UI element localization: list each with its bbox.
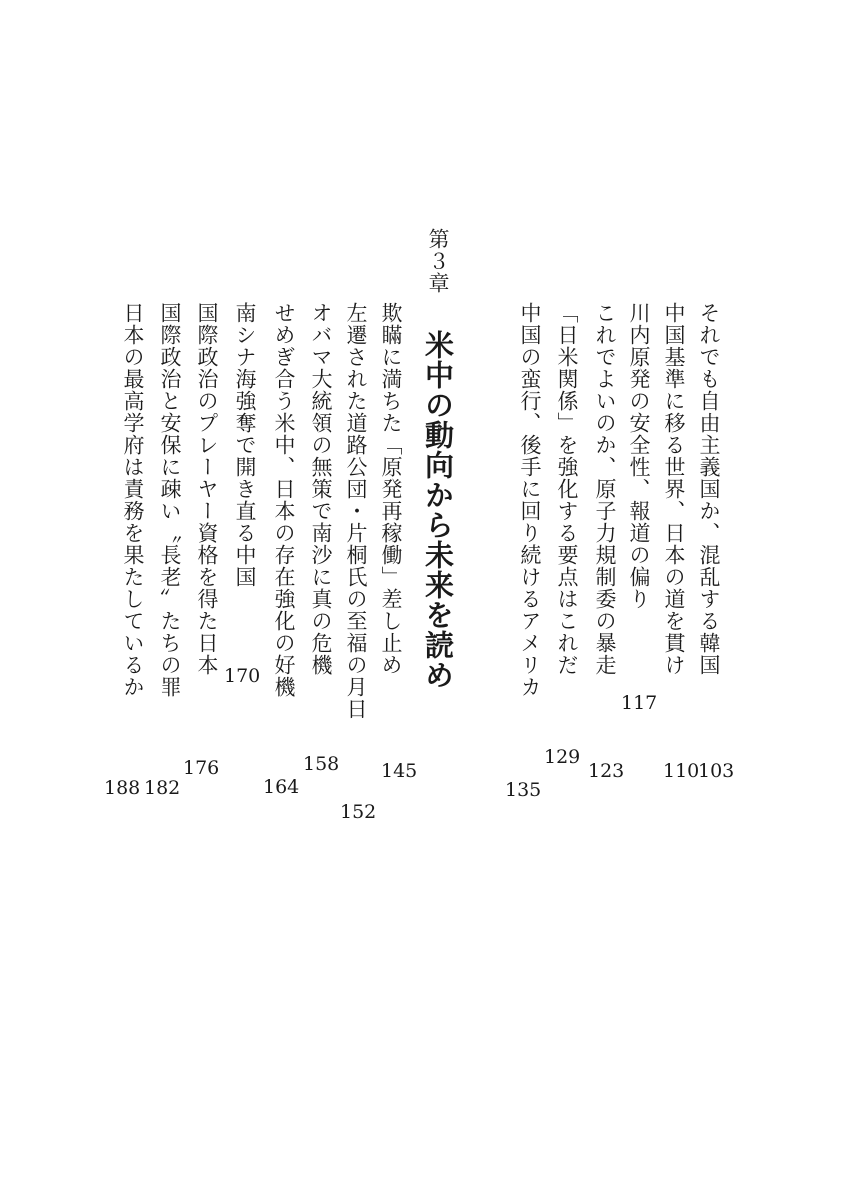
toc-page-number: 158 [303,753,340,775]
chapter-title: 米中の動向から未来を読め [421,330,455,690]
toc-entry-title: 中国の蛮行、後手に回り続けるアメリカ [518,302,542,698]
toc-page-number: 145 [381,760,418,782]
toc-entry-title: 中国基準に移る世界、日本の道を貫け [662,302,686,676]
toc-page-number: 103 [698,760,735,782]
toc-entry-title: これでよいのか、原子力規制委の暴走 [593,302,617,676]
toc-page-number: 176 [183,757,220,779]
toc-entry-title: 川内原発の安全性、報道の偏り [627,302,651,610]
toc-page-number: 129 [544,746,581,768]
toc-page-number: 123 [588,760,625,782]
toc-entry-title: 左遷された道路公団・片桐氏の至福の月日 [344,302,368,720]
toc-entry-title: 日本の最高学府は責務を果たしているか [121,302,145,698]
toc-page-number: 152 [340,801,377,823]
toc-page-number: 117 [621,692,658,714]
toc-entry-title: 南シナ海強奪で開き直る中国 [233,302,257,588]
toc-entry-title: それでも自由主義国か、混乱する韓国 [697,302,721,676]
chapter-label: 第３章 [426,228,450,294]
toc-page-number: 135 [505,779,542,801]
toc-entry-title: オバマ大統領の無策で南沙に真の危機 [309,302,333,676]
toc-entry-title: 欺瞞に満ちた「原発再稼働」差し止め [379,302,403,676]
toc-page-number: 170 [224,665,261,687]
toc-page-number: 182 [144,777,181,799]
toc-entry-title: せめぎ合う米中、日本の存在強化の好機 [272,302,296,698]
toc-page-number: 188 [104,777,141,799]
toc-page-number: 110 [663,760,700,782]
toc-page-number: 164 [263,776,300,798]
toc-entry-title: 国際政治のプレーヤー資格を得た日本 [195,302,219,676]
toc-entry-title: 「日米関係」を強化する要点はこれだ [555,302,579,676]
toc-entry-title: 国際政治と安保に疎い〝長老〟たちの罪 [158,302,182,698]
